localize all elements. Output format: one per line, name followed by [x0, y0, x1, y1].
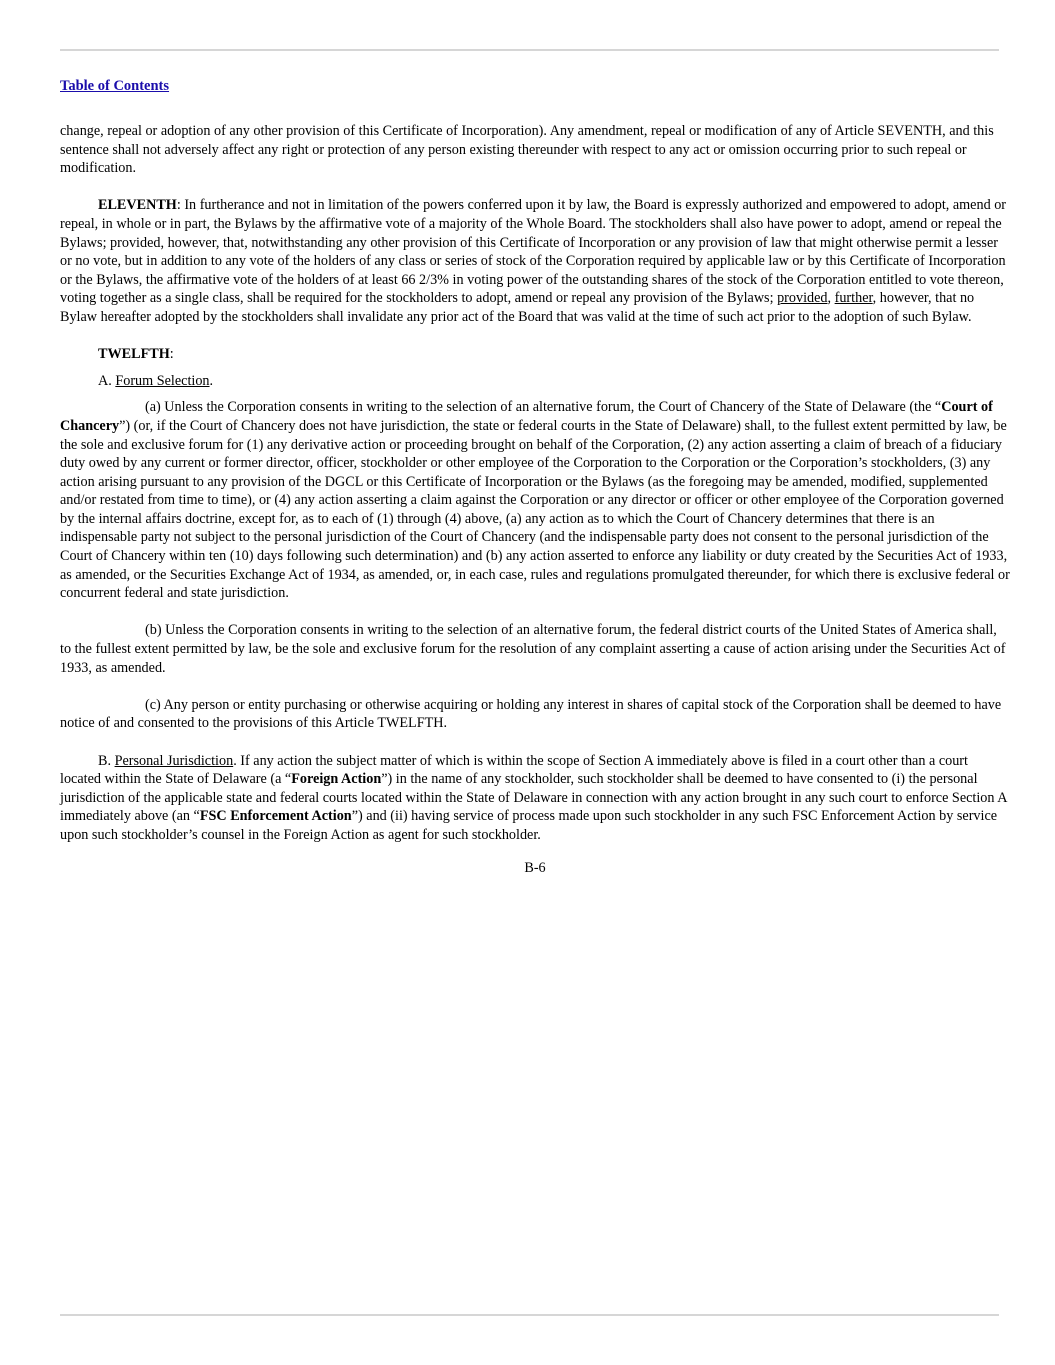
section-b	[60, 752, 1010, 845]
clause-a-text-end: ”) (or, if the Court of Chancery does not have jurisdiction, the state or federal courts in the State of Delaware) shall, to the fullest extent permitted by law, be the sole and exclusive forum for (1) any derivative action or proceeding brought on behalf of the Corporation, (2) any action asserting a claim of breach of a fiduciary duty owed by any current or former director, officer, stockholder or other employee of the Corporation to the Corporation or the Corporation’s stockholders, (3) any action arising pursuant to any provision of the DGCL or this Certificate of Incorporation or the Bylaws (as the foregoing may be amended, modified, supplemented and/or restated from time to time), or (4) any action asserting a claim against the Corporation or any director or officer or other employee of the Corporation governed by the internal affairs doctrine, except for, as to each of (1) through (4) above, (a) any action as to which the Court of Chancery determines that there is an indispensable party not subject to the personal jurisdiction of the Court of Chancery (and the indispensable party does not consent to the personal jurisdiction of the Court of Chancery within ten (10) days following such determination) and (b) any action asserted to enforce any liability or duty created by the Securities Act of 1933, as amended, or the Securities Exchange Act of 1934, as amended, or, in each case, rules and regulations promulgated thereunder, for which there is exclusive federal or concurrent federal and state jurisdiction.	[60, 417, 1010, 602]
section-b-text-end: ”) and (ii) having service of process made upon such stockholder in any such FSC Enforcement Action by service upon such stockholder’s counsel in the Foreign Action as agent for such stockholder.	[60, 808, 998, 843]
heading-colon: :	[169, 346, 174, 363]
section-b-text-mid: ”) in the name of any stockholder, such stockholder shall be deemed to have consented to (i) the personal jurisdiction of the applicable state and federal courts located within the State of Delaware in connection with any action brought in any such court to enforce Section A immediately above (an “	[60, 771, 1007, 825]
separator: ,	[827, 290, 835, 307]
article-twelfth-heading-line	[60, 345, 1010, 364]
court-of-chancery-term: Court of Chancery	[60, 399, 993, 434]
section-b-prefix: B.	[98, 752, 115, 769]
further-term: further	[834, 290, 873, 307]
article-eleventh-text-end: , however, that no Bylaw hereafter adopted by the stockholders shall invalidate any prior act of the Board that was valid at the time of such act prior to the adoption of such Bylaw.	[60, 290, 975, 325]
provided-term: provided	[777, 290, 828, 307]
clause-a	[60, 398, 1010, 603]
article-twelfth-heading: TWELFTH	[98, 346, 170, 363]
header-divider	[60, 49, 999, 51]
paragraph-continuation: change, repeal or adoption of any other provision of this Certificate of Incorporation). Any amendment, repeal or modification of any of Article SEVENTH, and this sentence shall not adversely affect any right or protection of any person existing thereunder with respect to any act or omission occurring prior to such repeal or modification.	[60, 123, 994, 177]
section-b-title: Personal Jurisdiction	[114, 752, 234, 769]
article-eleventh	[60, 196, 1010, 326]
section-a-period: .	[209, 372, 214, 389]
fsc-enforcement-action-term: FSC Enforcement Action	[199, 808, 352, 825]
article-eleventh-heading: ELEVENTH	[98, 197, 177, 214]
foreign-action-term: Foreign Action	[291, 771, 382, 788]
footer-divider	[60, 1314, 999, 1316]
section-a-title: Forum Selection	[115, 372, 210, 389]
page-number: B-6	[524, 859, 546, 876]
clause-c: (c) Any person or entity purchasing or otherwise acquiring or holding any interest in shares of capital stock of the Corporation shall be deemed to have notice of and consented to the provisions of this Article TWELFTH.	[60, 696, 1002, 732]
section-b-text: . If any action the subject matter of which is within the scope of Section A immediately above is filed in a court other than a court located within the State of Delaware (a “	[60, 752, 968, 788]
section-a-prefix: A.	[98, 372, 116, 389]
clause-b: (b) Unless the Corporation consents in writing to the selection of an alternative forum, the federal district courts of the United States of America shall, to the fullest extent permitted by law, be the sole and exclusive forum for the resolution of any complaint asserting a cause of action arising under the Securities Act of 1933, as amended.	[60, 622, 1006, 676]
clause-a-text: (a) Unless the Corporation consents in writing to the selection of an alternative forum, the Court of Chancery of the State of Delaware (the “	[145, 399, 942, 416]
document-body	[60, 122, 1010, 877]
table-of-contents-link[interactable]: Table of Contents	[60, 78, 170, 94]
section-a-heading	[60, 372, 1010, 391]
article-eleventh-text: : In furtherance and not in limitation of the powers conferred upon it by law, the Board is expressly authorized and empowered to adopt, amend or repeal, in whole or in part, the Bylaws by the affirmative vote of a majority of the Whole Board. The stockholders shall also have power to adopt, amend or repeal the Bylaws; provided, however, that, notwithstanding any other provision of this Certificate of Incorporation or any provision of law that might otherwise permit a lesser or no vote, but in addition to any vote of the holders of any class or series of stock of the Corporation required by applicable law or by this Certificate of Incorporation or the Bylaws, the affirmative vote of the holders of at least 66 2/3% in voting power of the outstanding shares of the stock of the Corporation entitled to vote thereon, voting together as a single class, shall be required for the stockholders to adopt, amend or repeal any provision of the Bylaws;	[60, 197, 1007, 307]
